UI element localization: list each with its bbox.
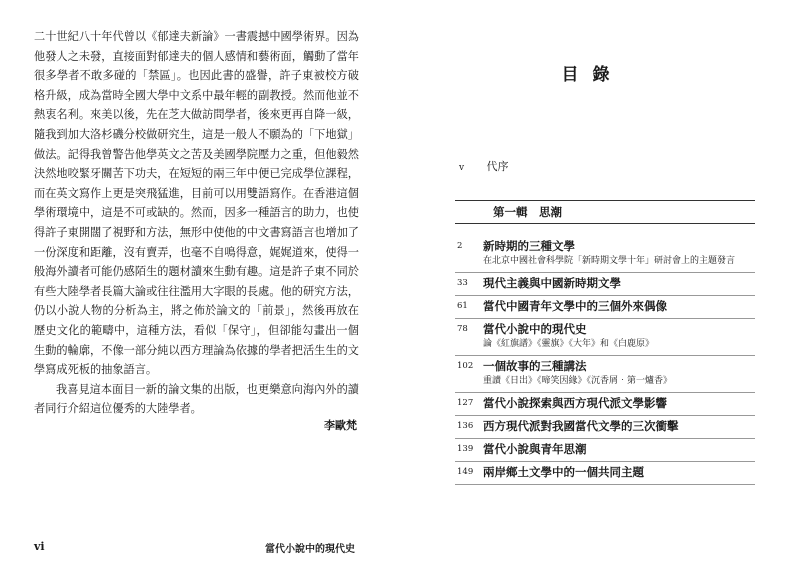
toc-entry-title: 兩岸鄉土文學中的一個共同主題 (483, 465, 644, 479)
toc-entry-text (483, 442, 755, 457)
toc-entry-title: 當代小說中的現代史 (483, 322, 587, 336)
toc-preface-entry[interactable] (459, 158, 509, 174)
right-page (395, 0, 790, 579)
author-signature: 李歐梵 (324, 419, 357, 432)
part-header-label: 第一輯 思潮 (493, 205, 562, 219)
toc-entry-text (483, 322, 755, 351)
preface-text (34, 27, 359, 419)
toc-entry-text (483, 396, 755, 411)
toc-entry-subtitle: 重讀《日出》《啼笑因緣》《沉香屑‧第一爐香》 (483, 376, 673, 386)
toc-entry[interactable] (455, 236, 755, 273)
toc-entry[interactable] (455, 416, 755, 439)
page-number: vi (34, 540, 45, 553)
toc-entry-title: 新時期的三種文學 (483, 239, 575, 253)
toc-entry-text (483, 465, 755, 480)
toc-entry-subtitle: 論《紅旗譜》《靈旗》《大年》和《白鹿原》 (483, 339, 655, 349)
toc-page-number: 33 (457, 278, 468, 288)
toc-entry-title: 當代小說探索與西方現代派文學影響 (483, 396, 667, 410)
toc-entry[interactable] (455, 393, 755, 416)
toc-entry-text (483, 419, 755, 434)
preface-paragraph-2: 我喜見這本面目一新的論文集的出版，也更樂意向海內外的讀者同行介紹這位優秀的大陸學者。 (34, 382, 359, 416)
preface-paragraph-1: 二十世紀八十年代曾以《郁達夫新論》一書震撼中國學術界。因為他發人之未發，直接面對郁達夫的個人感情和藝術面，觸動了當年很多學者不敢多碰的「禁區」。也因此書的盛譽，許子東被校方破格升級，成為當時全國大學中文系中最年輕的副教授。然而他並不熱衷名利。來美以後，先在芝大做訪問學者，後來更再自降一級，隨我到加大洛杉磯分校做研究生，這是一般人不願為的「下地獄」做法。記得我曾警告他學英文之苦及美國學院壓力之重，但他毅然決然地咬緊牙關苦下功夫，在短短的兩三年中便已完成學位課程，而在英文寫作上更是突飛猛進，目前可以用雙語寫作。在香港這個學術環境中，這是不可或缺的。然而，因多一種語言的助力，也使得許子東開闊了視野和方法，無形中使他的中文書寫語言也增加了一份深度和距離，沒有賣弄，也毫不自鳴得意，娓娓道來，使得一般海外讀者可能仍感陌生的題材讀來生動有趣。這是許子東不同於有些大陸學者長篇大論或往往濫用大字眼的長處。他的研究方法，仍以小說人物的分析為主，將之佈於論文的「前景」，然後再放在歷史文化的範疇中，這種方法，看似「保守」，但卻能勾畫出一個生動的輪廓，不像一部分純以西方理論為依據的學者把活生生的文學寫成死板的抽象語言。 (34, 30, 359, 377)
toc-entry[interactable] (455, 319, 755, 356)
toc-entry-title: 代序 (486, 160, 509, 173)
toc-page-number: 149 (457, 467, 474, 477)
toc-page-number: 136 (457, 421, 474, 431)
toc-entry-text (483, 299, 755, 314)
toc-page-number: 139 (457, 444, 474, 454)
toc-page-number: 2 (457, 241, 463, 251)
toc-page-number: 102 (457, 361, 474, 371)
toc-entry-title: 一個故事的三種講法 (483, 359, 587, 373)
toc-entry-title: 現代主義與中國新時期文學 (483, 276, 621, 290)
toc-entry[interactable] (455, 296, 755, 319)
toc-page-number: 61 (457, 301, 468, 311)
toc-entry-subtitle: 在北京中國社會科學院「新時期文學十年」研討會上的主題發言 (483, 256, 736, 266)
toc-page-number: v (459, 163, 465, 173)
toc-entry-text (483, 276, 755, 291)
toc-entry-text (483, 359, 755, 388)
toc-page-number: 78 (457, 324, 468, 334)
toc-entry[interactable] (455, 273, 755, 296)
toc-page-number: 127 (457, 398, 474, 408)
toc-entry-title: 當代中國青年文學中的三個外來偶像 (483, 299, 667, 313)
running-title: 當代小說中的現代史 (265, 544, 355, 555)
toc-entries (455, 236, 755, 485)
toc-title: 目錄 (561, 65, 624, 85)
part-header (455, 200, 755, 224)
toc-entry[interactable] (455, 439, 755, 462)
toc-entry-text (483, 239, 755, 268)
toc-entry-title: 當代小說與青年思潮 (483, 442, 587, 456)
toc-entry[interactable] (455, 356, 755, 393)
toc-entry-title: 西方現代派對我國當代文學的三次衝擊 (483, 419, 679, 433)
toc-entry[interactable] (455, 462, 755, 485)
